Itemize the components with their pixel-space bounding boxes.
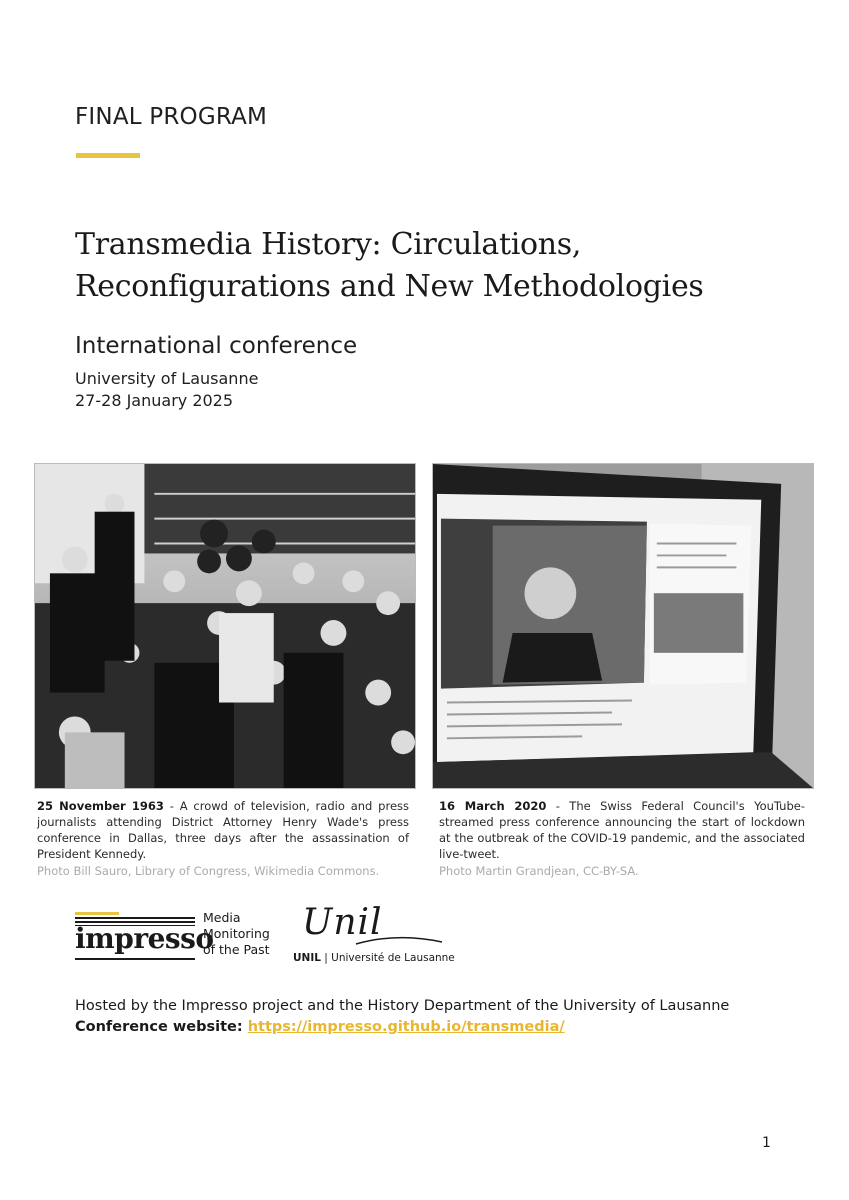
document-title [75,224,775,308]
unil-caption [293,952,455,964]
photo-2020-illustration [433,464,813,788]
unil-logo [292,902,455,970]
impresso-logo [75,910,275,970]
impresso-tagline-2: Monitoring [203,926,270,941]
title-line-2: Reconfigurations and New Methodologies [75,269,704,304]
unil-script-wordmark: Unil [302,902,383,943]
caption-date-2020: 16 March 2020 [439,799,547,813]
impresso-wordmark: impresso [75,922,214,955]
event-type: International conference [75,333,358,359]
event-venue: University of Lausanne [75,369,259,388]
caption-text-2020: - The Swiss Federal Council's YouTube-streamed press conference announcing the start of lockdown at the outbreak of the COVID-19 pandemic, and the associated live-tweet. [439,799,805,861]
photo-1963-press-conference [34,463,416,789]
caption-date-1963: 25 November 1963 [37,799,164,813]
photo-2020-laptop-stream [432,463,814,789]
photo-1963-illustration [35,464,415,788]
event-details [75,368,258,412]
unil-full-name: Université de Lausanne [331,952,455,964]
unil-short: UNIL [293,952,321,964]
hosted-by [75,996,729,1038]
page-number: 1 [762,1135,771,1151]
impresso-tagline-1: Media [203,910,241,925]
caption-text-1963: - A crowd of television, radio and press journalists attending District Attorney Henry Wade's press conference in Dallas, three days after the assassination of President Kennedy. [37,799,409,861]
unil-separator: | [320,952,332,964]
hosted-by-text: Hosted by the Impresso project and the History Department of the University of Lausanne [75,998,730,1014]
credit-photo-2020: Photo Martin Grandjean, CC-BY-SA. [439,864,639,878]
caption-photo-1963 [37,798,409,879]
document-kicker: FINAL PROGRAM [75,104,268,130]
website-label: Conference website: [75,1019,248,1035]
credit-photo-1963: Photo Bill Sauro, Library of Congress, Wikimedia Commons. [37,864,380,878]
conference-website-link[interactable]: https://impresso.github.io/transmedia/ [247,1019,565,1035]
caption-photo-2020 [439,798,805,879]
website-line [75,1017,729,1038]
event-dates: 27-28 January 2025 [75,391,234,410]
impresso-tagline-3: of the Past [203,942,270,957]
impresso-tagline [203,910,270,958]
title-line-1: Transmedia History: Circulations, [75,227,582,262]
impresso-underline [75,958,195,960]
unil-swash [354,934,444,948]
accent-bar [76,153,140,158]
